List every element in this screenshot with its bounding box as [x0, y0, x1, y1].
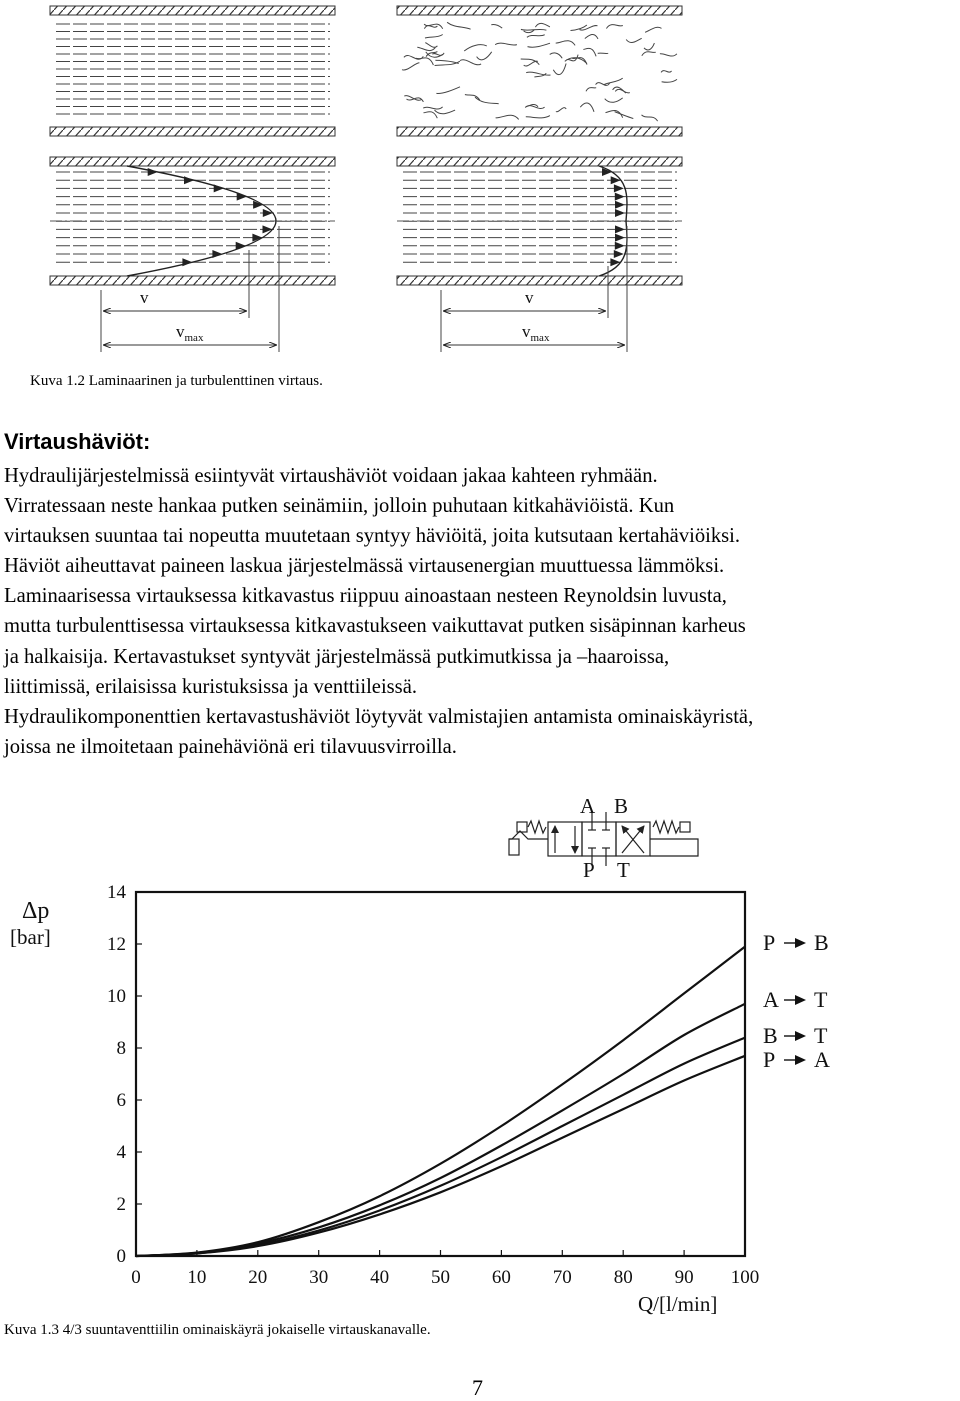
- turbulent-swirl: [535, 23, 550, 27]
- velocity-arrowhead: [263, 225, 273, 233]
- flow-diagram: [0, 0, 960, 360]
- turbulent-swirl: [460, 60, 481, 65]
- turbulent-swirl: [521, 29, 547, 30]
- turbulent-swirl: [660, 54, 677, 56]
- x-tick-label: 20: [248, 1267, 267, 1288]
- section-heading: Virtaushäviöt:: [4, 429, 150, 455]
- body-line: liittimissä, erilaisissa kuristuksissa ja venttiileissä.: [4, 672, 959, 702]
- x-tick-label: 100: [731, 1267, 760, 1288]
- turbulent-swirl: [402, 63, 419, 70]
- turbulent-swirl: [586, 88, 596, 92]
- x-tick-label: 40: [370, 1267, 389, 1288]
- velocity-arrowhead: [615, 209, 625, 217]
- turbulent-profile-pipe: [397, 157, 682, 352]
- valve-envelope-right: [616, 822, 650, 856]
- figure-caption-chart: Kuva 1.3 4/3 suuntaventtiilin ominaiskäyrä jokaiselle virtauskanavalle.: [4, 1322, 431, 1339]
- y-tick-label: 4: [117, 1142, 127, 1163]
- turbulent-swirl: [526, 116, 550, 118]
- body-line: virtauksen suuntaa tai nopeutta muutetaan syntyy häviöitä, joita kutsutaan kertahäviöiksi.: [4, 521, 959, 551]
- body-line: Virratessaan neste hankaa putken seinämiin, jolloin puhutaan kitkahäviöistä. Kun: [4, 491, 959, 521]
- body-line: ja halkaisija. Kertavastukset syntyvät järjestelmässä putkimutkissa ja –haaroissa,: [4, 642, 959, 672]
- turbulent-swirl: [436, 87, 460, 94]
- series-line: [136, 1038, 745, 1256]
- turbulent-swirl: [491, 25, 502, 29]
- turbulent-swirl: [417, 47, 435, 50]
- legend-to-port: T: [814, 987, 828, 1012]
- turbulent-swirl: [662, 79, 677, 82]
- turbulent-swirl: [496, 115, 519, 119]
- legend-to-port: T: [814, 1023, 828, 1048]
- laminar-v-label: v: [140, 288, 149, 307]
- turbulent-swirl: [661, 71, 672, 73]
- body-line: Laminaarisessa virtauksessa kitkavastus riippuu ainoastaan nesteen Reynoldsin luvusta,: [4, 581, 959, 611]
- body-line: Hydraulikomponenttien kertavastushäviöt löytyvät valmistajien antamista ominaiskäyristä,: [4, 702, 959, 732]
- chart-y-unit: [bar]: [10, 925, 51, 949]
- velocity-arrowhead: [615, 242, 625, 250]
- series-line: [136, 1056, 745, 1256]
- figure-caption-flow: Kuva 1.2 Laminaarinen ja turbulenttinen virtaus.: [30, 373, 323, 390]
- x-tick-label: 80: [614, 1267, 633, 1288]
- turbulent-swirl: [645, 27, 661, 32]
- turbulent-swirl: [642, 115, 658, 121]
- turbulent-v-label: v: [525, 288, 534, 307]
- x-tick-label: 60: [492, 1267, 511, 1288]
- velocity-arrowhead: [614, 184, 624, 192]
- x-tick-label: 50: [431, 1267, 450, 1288]
- legend-from-port: A: [763, 987, 779, 1012]
- valve-envelope-center: [582, 822, 616, 856]
- x-tick-label: 30: [309, 1267, 328, 1288]
- y-tick-label: 12: [107, 934, 126, 955]
- valve-port-a: A: [580, 794, 596, 818]
- turbulent-swirl: [556, 41, 575, 46]
- x-tick-label: 90: [675, 1267, 694, 1288]
- turbulent-swirl: [527, 35, 545, 38]
- y-tick-label: 6: [117, 1090, 127, 1111]
- velocity-arrowhead: [263, 209, 273, 217]
- turbulent-swirl: [644, 43, 654, 50]
- turbulent-vmax-label: $v_{max}$: [522, 322, 550, 344]
- laminar-vmax-label: $v_{max}$: [176, 322, 204, 344]
- turbulent-swirl: [435, 61, 460, 65]
- x-tick-label: 70: [553, 1267, 572, 1288]
- velocity-arrowhead: [614, 250, 624, 258]
- spring-right-icon: [653, 821, 679, 833]
- turbulent-swirl: [425, 43, 437, 48]
- velocity-arrowhead: [615, 193, 625, 201]
- velocity-arrowhead: [615, 225, 625, 233]
- turbulent-swirl: [606, 25, 622, 29]
- turbulent-swirl: [606, 110, 623, 117]
- legend-to-port: A: [814, 1047, 830, 1072]
- legend-from-port: P: [763, 1047, 775, 1072]
- laminar-pipe: [50, 6, 335, 136]
- y-tick-label: 10: [107, 986, 126, 1007]
- turbulent-swirl: [642, 52, 656, 56]
- turbulent-swirl: [556, 108, 566, 112]
- legend-arrowhead-icon: [795, 938, 806, 948]
- valve-port-p: P: [583, 858, 595, 882]
- y-tick-label: 8: [117, 1038, 127, 1059]
- legend-to-port: B: [814, 930, 829, 955]
- body-paragraph: [4, 461, 959, 762]
- turbulent-swirl: [583, 48, 596, 56]
- turbulent-swirl: [605, 98, 623, 102]
- turbulent-swirl: [526, 72, 550, 75]
- turbulent-swirl: [550, 53, 563, 58]
- legend-from-port: P: [763, 930, 775, 955]
- series-line: [136, 947, 745, 1256]
- turbulent-swirl: [528, 43, 551, 47]
- valve-envelope-left: [548, 822, 582, 856]
- body-line: Häviöt aiheuttavat paineen laskua järjestelmässä virtausenergian muuttuessa lämmöksi.: [4, 551, 959, 581]
- body-line: joissa ne ilmoitetaan painehäviönä eri tilavuusvirroilla.: [4, 732, 959, 762]
- valve-port-b: B: [614, 794, 628, 818]
- legend-from-port: B: [763, 1023, 778, 1048]
- turbulent-swirl: [424, 112, 438, 119]
- turbulent-swirl: [495, 43, 517, 45]
- turbulent-swirl: [580, 103, 594, 112]
- turbulent-swirl: [585, 34, 598, 38]
- turbulent-swirl: [604, 78, 623, 85]
- turbulent-swirl: [464, 45, 487, 51]
- chart-plot-frame: [136, 892, 745, 1256]
- turbulent-swirl: [447, 22, 471, 29]
- turbulent-swirl: [626, 38, 642, 42]
- turbulent-swirl: [613, 87, 626, 93]
- x-tick-label: 10: [187, 1267, 206, 1288]
- turbulent-pipe: [397, 6, 682, 136]
- turbulent-swirl: [553, 64, 566, 75]
- spring-left-icon: [528, 821, 546, 833]
- chart-x-label: Q/[l/min]: [638, 1292, 717, 1316]
- turbulent-swirl: [424, 26, 437, 29]
- body-line: mutta turbulenttisessa virtauksessa kitkavastukseen vaikuttavat putken sisäpinnan karheus: [4, 611, 959, 641]
- chart-y-label: Δp: [22, 898, 49, 924]
- velocity-arrowhead: [615, 234, 625, 242]
- y-tick-label: 14: [107, 882, 127, 903]
- turbulent-swirl: [425, 35, 443, 39]
- y-tick-label: 2: [117, 1194, 127, 1215]
- turbulent-swirl: [423, 107, 442, 109]
- turbulent-swirl: [477, 52, 492, 60]
- x-tick-label: 0: [131, 1267, 141, 1288]
- y-tick-label: 0: [117, 1246, 127, 1267]
- laminar-profile-pipe: [50, 157, 335, 352]
- legend-arrowhead-icon: [795, 1031, 806, 1041]
- series-line: [136, 1004, 745, 1256]
- valve-port-t: T: [617, 858, 630, 882]
- turbulent-swirl: [615, 112, 634, 119]
- turbulent-swirl: [416, 58, 433, 65]
- page-number: 7: [472, 1375, 483, 1401]
- turbulent-swirl: [435, 110, 456, 114]
- legend-arrowhead-icon: [795, 995, 806, 1005]
- velocity-arrowhead: [615, 201, 625, 209]
- legend-arrowhead-icon: [795, 1055, 806, 1065]
- body-line: Hydraulijärjestelmissä esiintyvät virtaushäviöt voidaan jakaa kahteen ryhmään.: [4, 461, 959, 491]
